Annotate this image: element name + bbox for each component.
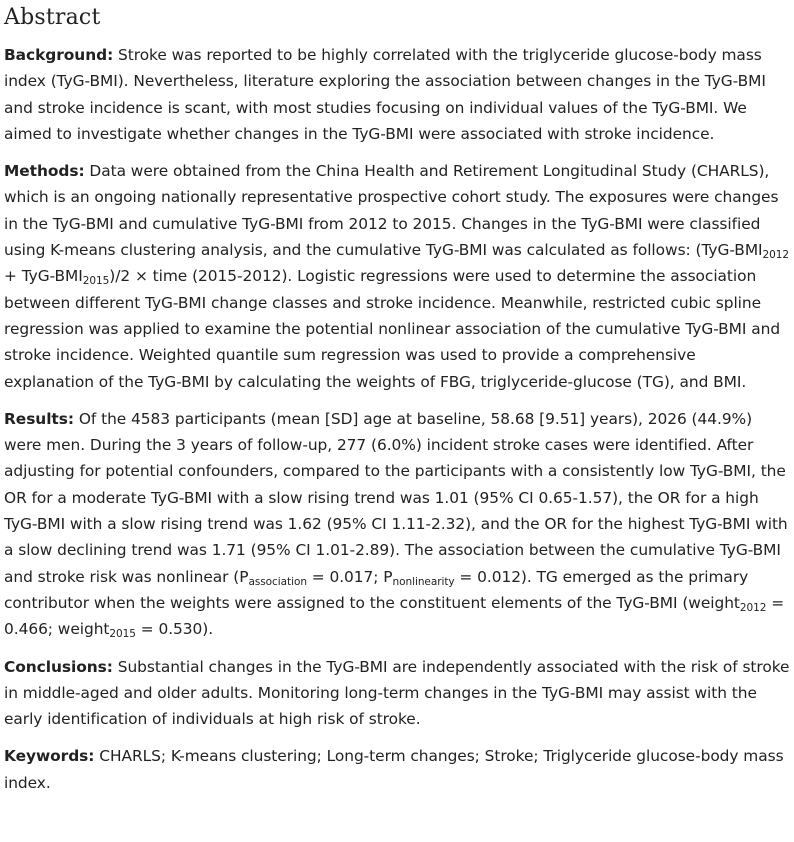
subscript: 2015 <box>109 628 136 641</box>
results-text: = 0.012). TG emerged as the primary contributor when the weights were assigned to the constituent elements of the TyG-BMI (weight <box>4 567 749 612</box>
conclusions-text: Substantial changes in the TyG-BMI are independently associated with the risk of stroke in middle-aged and older adults. Monitoring long-term changes in the TyG-BMI may assist with the early identification of individuals at high risk of stroke. <box>4 657 790 729</box>
conclusions-label: Conclusions: <box>4 657 113 676</box>
background-text: Stroke was reported to be highly correlated with the triglyceride glucose-body mass index (TyG-BMI). Nevertheless, literature exploring the association between changes in the TyG-BMI and stroke incidence is scant, with most studies focusing on individual values of the TyG-BMI. We aimed to investigate whether changes in the TyG-BMI were associated with stroke incidence. <box>4 46 766 143</box>
subscript: 2012 <box>739 601 767 614</box>
keywords-text: CHARLS; K-means clustering; Long-term changes; Stroke; Triglyceride glucose-body mass index. <box>4 747 784 792</box>
methods-text: + TyG-BMI <box>4 267 83 286</box>
results-paragraph <box>4 406 790 643</box>
methods-paragraph <box>4 158 790 395</box>
subscript: 2015 <box>82 275 110 288</box>
subscript: nonlinearity <box>392 575 455 588</box>
results-text: = 0.466; weight <box>4 593 785 639</box>
methods-label: Methods: <box>4 162 85 181</box>
subscript: 2012 <box>762 249 790 262</box>
background-paragraph <box>4 42 790 147</box>
methods-text: )/2 × time (2015-2012). Logistic regressions were used to determine the association between different TyG-BMI change classes and stroke incidence. Meanwhile, restricted cubic spline regression was applied to examine the potential nonlinear association of the cumulative TyG-BMI and stroke incidence. Weighted quantile sum regression was used to provide a comprehensive explanation of the TyG-BMI by calculating the weights of FBG, triglyceride-glucose (TG), and BMI. <box>4 267 781 391</box>
background-label: Background: <box>4 46 114 64</box>
methods-text: Data were obtained from the China Health and Retirement Longitudinal Study (CHARLS), which is an ongoing nationally representative prospective cohort study. The exposures were changes in the TyG-BMI and cumulative TyG-BMI from 2012 to 2015. Changes in the TyG-BMI were classified using K-means clustering analysis, and the cumulative TyG-BMI was calculated as follows: (TyG-BMI <box>4 162 779 260</box>
abstract-heading: Abstract <box>4 5 101 30</box>
conclusions-paragraph <box>4 654 790 733</box>
results-text: Of the 4583 participants (mean [SD] age at baseline, 58.68 [9.51] years), 2026 (44.9%) were men. During the 3 years of follow-up, 277 (6.0%) incident stroke cases were identified. After adjusting for potential confounders, compared to the participants with a consistently low TyG-BMI, the OR for a moderate TyG-BMI with a slow rising trend was 1.01 (95% CI 0.65-1.57), the OR for a high TyG-BMI with a slow rising trend was 1.62 (95% CI 1.11-2.32), and the OR for the highest TyG-BMI with a slow declining trend was 1.71 (95% CI 1.01-2.89). The association between the cumulative TyG-BMI and stroke risk was nonlinear (P <box>4 409 788 586</box>
keywords-paragraph <box>4 743 790 796</box>
results-label: Results: <box>4 409 74 428</box>
subscript: association <box>248 575 307 588</box>
keywords-label: Keywords: <box>4 747 95 766</box>
results-text: = 0.017; P <box>306 567 393 586</box>
results-text: = 0.530). <box>135 620 214 639</box>
